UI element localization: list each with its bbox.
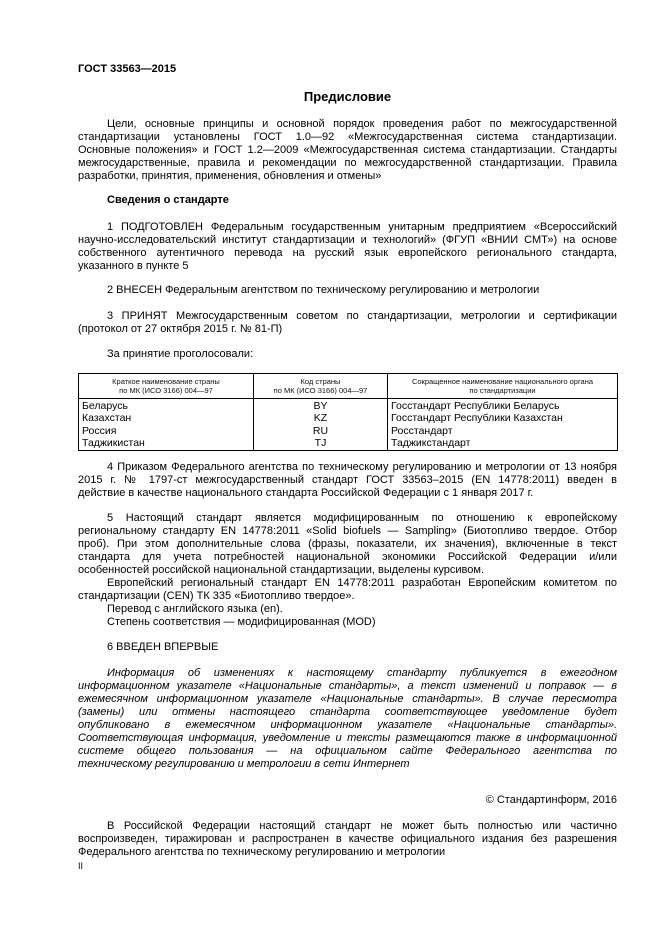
countries-table <box>78 373 618 451</box>
item-3-adopted <box>78 310 617 336</box>
text-line: 4 Приказом Федерального агентства по техническому регулированию и метрологии от 13 ноября <box>107 461 617 473</box>
country-code: KZ <box>254 412 388 424</box>
text-line: Информация об изменениях к настоящему стандарту публикуется в ежегодном <box>107 667 617 679</box>
text-line: указанного в пункте 5 <box>78 260 189 272</box>
text-line: Цели, основные принципы и основной порядок проведения работ по межгосударственной <box>107 118 617 130</box>
item-4-order <box>78 461 617 500</box>
table-row <box>79 399 618 413</box>
text-line: стандартизации (CEN) ТК 335 «Биотопливо твердое». <box>78 590 355 602</box>
text-line: проб). При этом дополнительные слова (фразы, показатели, их значения), включенные в текст <box>78 538 617 550</box>
text-line: Соответствующая информация, уведомление и тексты размещаются также в информационной <box>78 732 617 744</box>
country-name: Казахстан <box>79 412 254 424</box>
text-line: собственного аутентичного перевода на русский язык европейского регионального стандарта, <box>78 247 617 259</box>
copyright: © Стандартинформ, 2016 <box>485 794 617 806</box>
text-line: Федерального агентства по техническому регулированию и метрологии <box>78 846 446 858</box>
text-line: 2 ВНЕСЕН Федеральным агентством по техническому регулированию и метрологии <box>107 284 540 296</box>
text-line: особенностей российской национальной стандартизации, выделены курсивом. <box>78 564 485 576</box>
country-name: Таджикистан <box>79 437 254 450</box>
standards-body: Госстандарт Республики Беларусь <box>391 400 560 412</box>
country-name: Беларусь <box>79 399 254 413</box>
table-row <box>79 412 618 424</box>
text-line: стандартизации установлены ГОСТ 1.0—92 «Межгосударственная система стандартизации. <box>78 131 617 143</box>
text-line: Основные положения» и ГОСТ 1.2—2009 «Межгосударственная система стандартизации. Стандарты <box>78 144 617 156</box>
text-line: региональному стандарту EN 14778:2011 «Solid biofuels — Sampling» (Биотопливо твердое. Отбор <box>78 525 617 537</box>
standards-body: Таджикстандарт <box>391 437 471 450</box>
text-line: 6 ВВЕДЕН ВПЕРВЫЕ <box>107 641 219 653</box>
page-number: II <box>78 861 84 871</box>
text-line: (замены) или отмены настоящего стандарта соответствующее уведомление будет <box>78 706 617 718</box>
text-line: 3 ПРИНЯТ Межгосударственным советом по стандартизации, метрологии и сертификации <box>107 310 617 322</box>
text-line: (протокол от 27 октября 2015 г. № 81-П) <box>78 323 283 335</box>
text-line: информационном указателе «Национальные стандарты», а текст изменений и поправок — в <box>78 680 617 692</box>
text-line: 1 ПОДГОТОВЛЕН Федеральным государственным унитарным предприятием «Всероссийский <box>107 221 617 233</box>
text-line: техническому регулированию и метрологии в сети Интернет <box>78 758 410 770</box>
text-line: Перевод с английского языка (en). <box>107 603 283 615</box>
intro-paragraph <box>78 118 617 183</box>
text-line: Европейский региональный стандарт EN 14778:2011 разработан Европейским комитетом по <box>107 577 617 589</box>
changes-notice <box>78 667 617 771</box>
text-line: ежемесячном информационном указателе «Национальные стандарты». В случае пересмотра <box>78 693 617 705</box>
text-line: системе общего пользования — на официальном сайте Федерального агентства по <box>78 745 617 757</box>
text-line: опубликовано в ежемесячном информационном указателе «Национальные стандарты». <box>78 719 617 731</box>
text-line: воспроизведен, тиражирован и распространен в качестве официального издания без разрешения <box>78 833 617 845</box>
standards-body: Госстандарт Республики Казахстан <box>391 412 563 425</box>
text-line: Степень соответствия — модифицированная (MOD) <box>107 616 376 628</box>
section-heading <box>78 194 617 207</box>
item-1-prepared <box>78 221 617 273</box>
reproduction-notice <box>78 820 617 859</box>
column-header-code: Код страны по МК (ИСО 3166) 004—97 <box>254 374 388 399</box>
text-line: 2015 г. № 1797-ст межгосударственный стандарт ГОСТ 33563–2015 (EN 14778:2011) введен в <box>78 474 617 486</box>
text-line: В Российской Федерации настоящий стандарт не может быть полностью или частично <box>107 820 617 832</box>
voted-label <box>78 348 617 361</box>
text-line: разработки, принятия, применения, обновления и отмены» <box>78 170 382 182</box>
text-line: действие в качестве национального стандарта Российской Федерации с 1 января 2017 г. <box>78 487 534 499</box>
page-title: Предисловие <box>303 89 392 104</box>
item-5-modification <box>78 512 617 629</box>
country-code: BY <box>254 399 388 413</box>
document-id: ГОСТ 33563—2015 <box>78 63 177 75</box>
text-line: научно-исследовательский институт стандартизации и технологий» (ФГУП «ВНИИ СМТ») на основе <box>78 234 617 246</box>
item-6-introduced <box>78 641 617 654</box>
table-row <box>79 425 618 437</box>
section-heading-text: Сведения о стандарте <box>107 194 229 206</box>
column-header-country: Краткое наименование страны по МК (ИСО 3166) 004—97 <box>79 374 254 399</box>
country-code: RU <box>254 425 388 437</box>
text-line: За принятие проголосовали: <box>107 348 254 360</box>
country-name: Россия <box>79 425 254 437</box>
text-line: 5 Настоящий стандарт является модифицированным по отношению к европейскому <box>107 512 617 524</box>
text-line: межгосударственные, правила и рекомендации по межгосударственной стандартизации. Правила <box>78 157 617 169</box>
table-header-row <box>79 374 618 399</box>
table-row <box>79 437 618 450</box>
text-line: стандарта для учета потребностей национальной экономики Российской Федерации и/или <box>78 551 617 563</box>
standards-body: Росстандарт <box>391 424 453 437</box>
country-code: TJ <box>254 437 388 450</box>
item-2-submitted <box>78 284 617 297</box>
column-header-body: Сокращенное наименование национального органа по стандартизации <box>388 374 618 399</box>
